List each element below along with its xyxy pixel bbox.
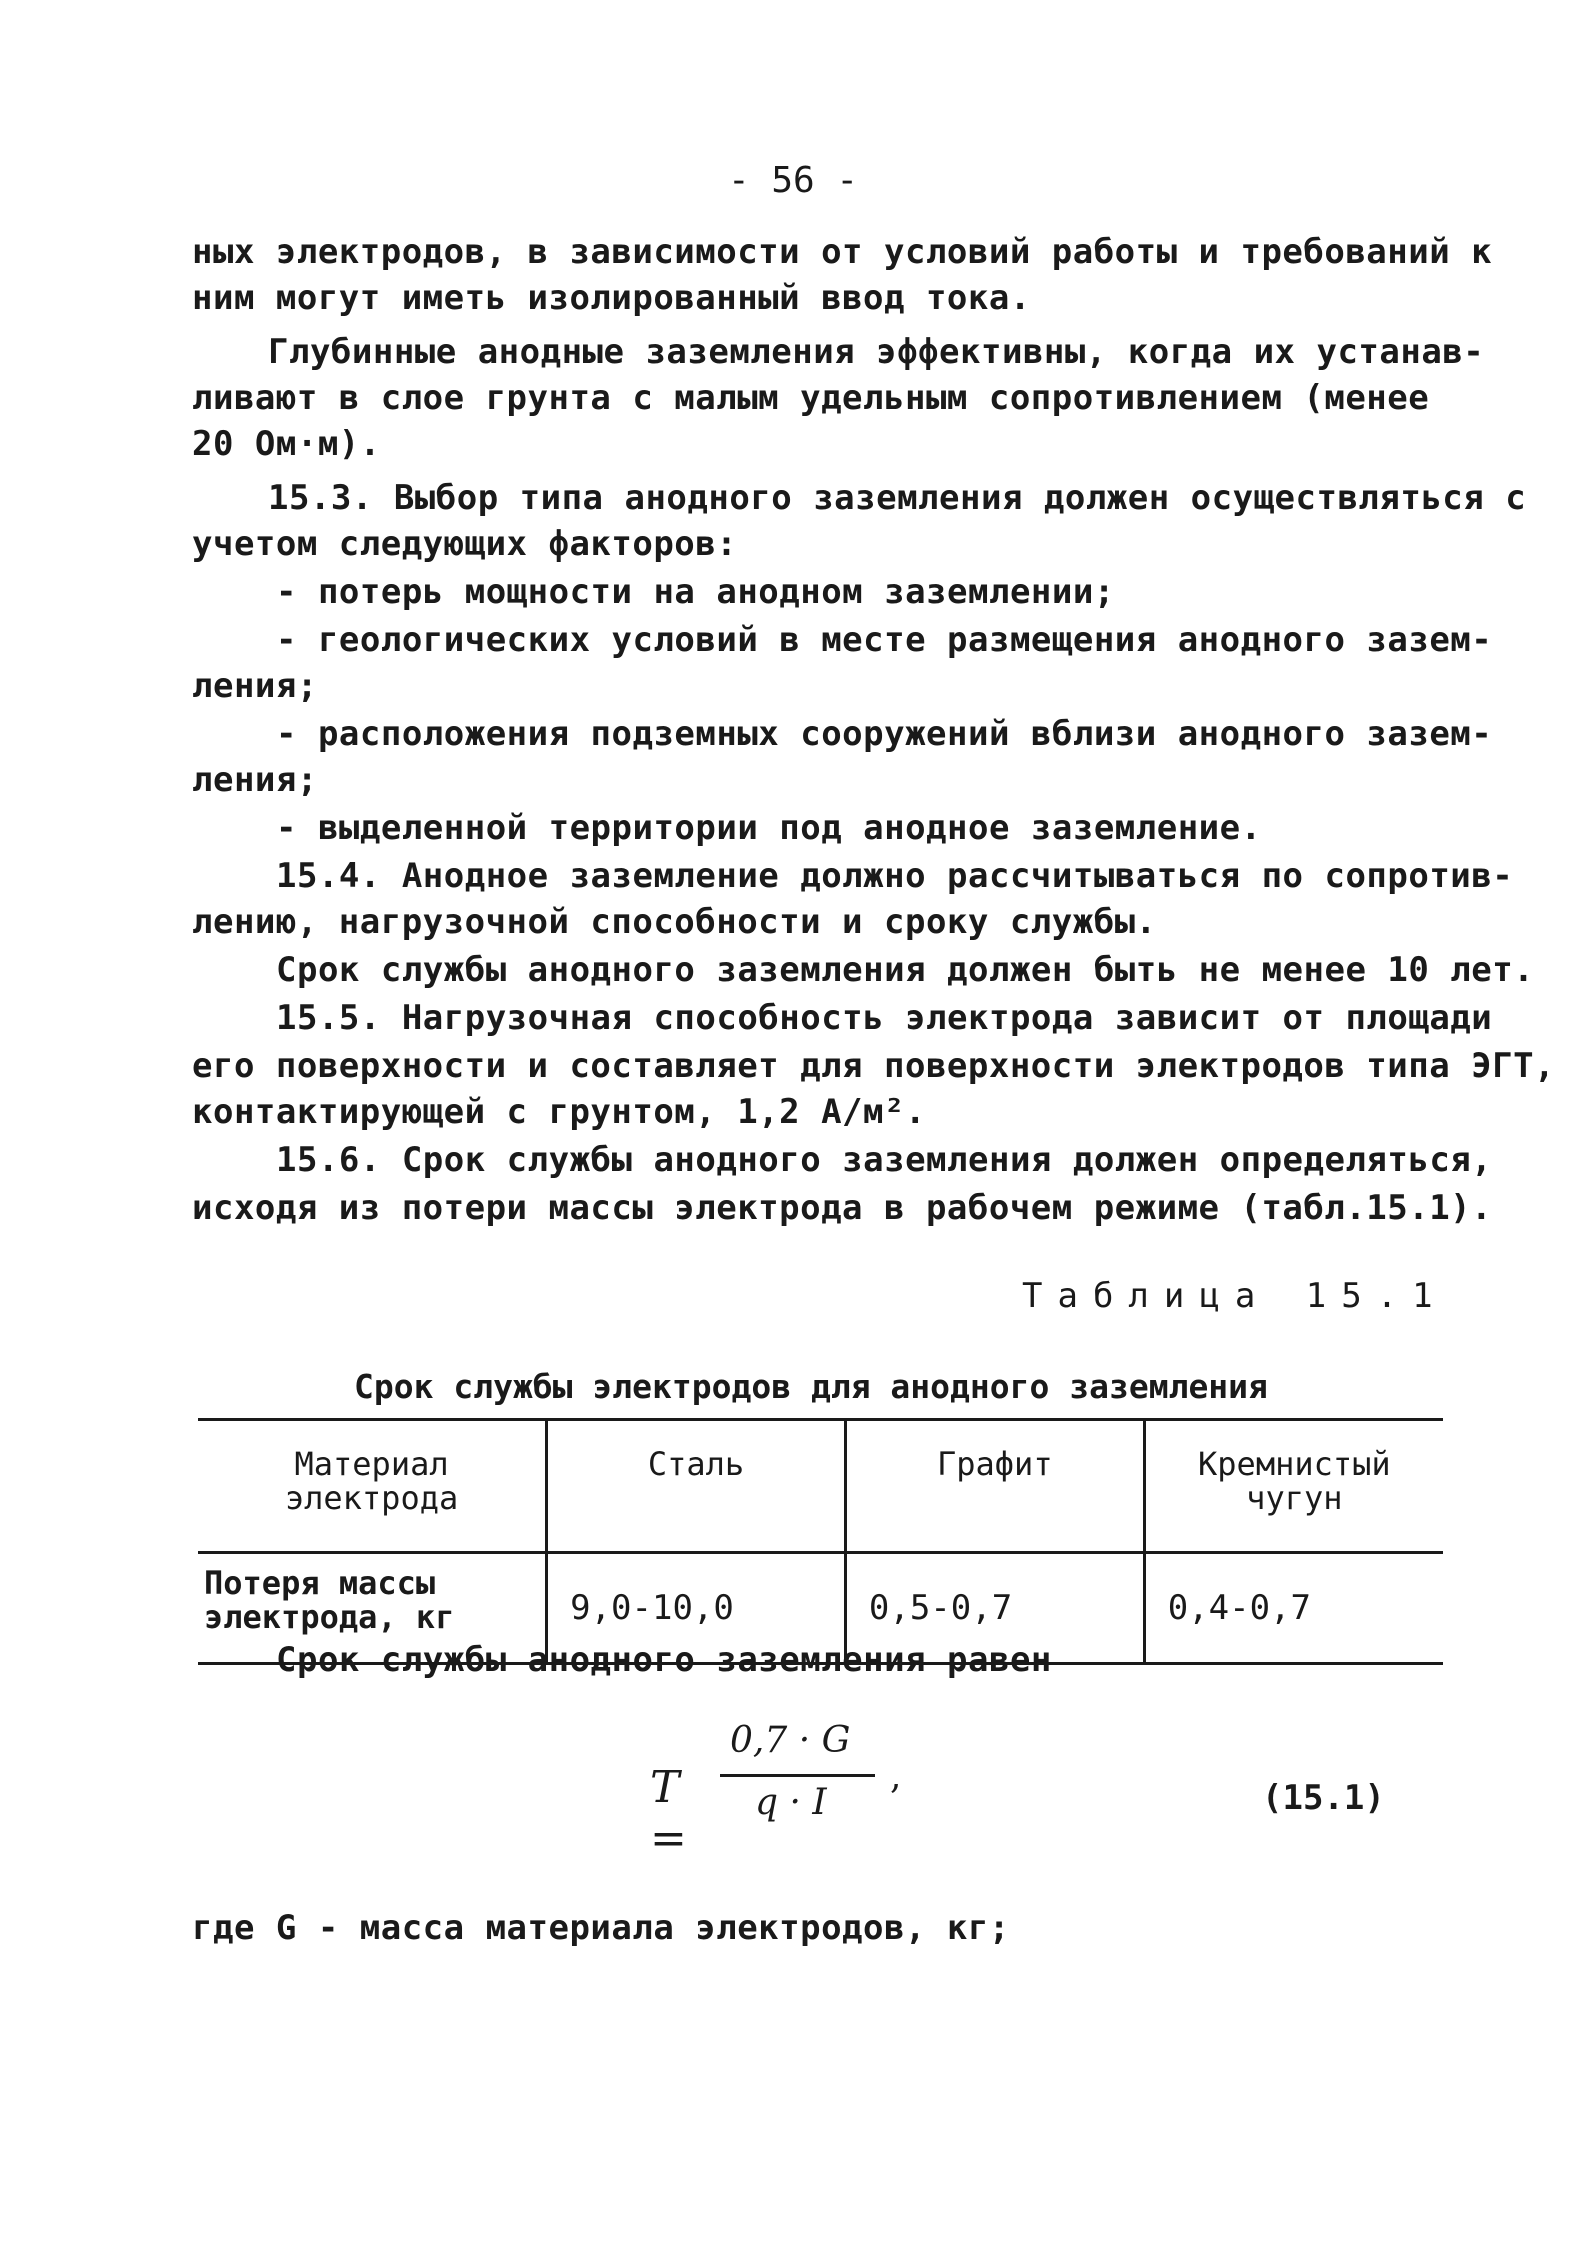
paragraph-line: ним могут иметь изолированный ввод тока. <box>192 278 1031 318</box>
equation-number: (15.1) <box>1262 1778 1385 1818</box>
paragraph-line: ливают в слое грунта с малым удельным сопротивлением (менее <box>192 378 1430 418</box>
paragraph-line: 20 Ом·м). <box>192 424 381 464</box>
formula-lhs: T = <box>650 1762 687 1864</box>
table-label: Таблица 15.1 <box>1022 1276 1448 1316</box>
table-cell-steel: 9,0-10,0 <box>547 1553 846 1664</box>
formula-intro: Срок службы анодного заземления равен <box>276 1640 1052 1680</box>
list-item: - потерь мощности на анодном заземлении; <box>276 572 1115 612</box>
paragraph-line: его поверхности и составляет для поверхности электродов типа ЭГТ, <box>192 1046 1556 1086</box>
paragraph-line: Срок службы анодного заземления должен быть не менее 10 лет. <box>276 950 1535 990</box>
paragraph-line: лению, нагрузочной способности и сроку службы. <box>192 902 1157 942</box>
fraction-bar <box>720 1774 875 1777</box>
table-header-graphite: Графит <box>845 1420 1144 1553</box>
list-item: - геологических условий в месте размещения анодного зазем- <box>276 620 1493 660</box>
list-item-continuation: ления; <box>192 666 318 706</box>
paragraph-line: учетом следующих факторов: <box>192 524 738 564</box>
list-item: - выделенной территории под анодное заземление. <box>276 808 1262 848</box>
list-item-continuation: ления; <box>192 760 318 800</box>
list-item: - расположения подземных сооружений вблизи анодного зазем- <box>276 714 1493 754</box>
paragraph-line: контактирующей с грунтом, 1,2 А/м². <box>192 1092 926 1132</box>
table-header-silicon-iron: Кремнистый чугун <box>1144 1420 1443 1553</box>
table-caption: Срок службы электродов для анодного заземления <box>354 1367 1268 1406</box>
paragraph-line: 15.6. Срок службы анодного заземления должен определяться, <box>276 1140 1493 1180</box>
formula-comma: , <box>890 1756 902 1797</box>
page-number: - 56 - <box>728 160 859 201</box>
table-row-label: Потеря массы электрода, кг <box>198 1553 547 1664</box>
table-cell-silicon-iron: 0,4-0,7 <box>1144 1553 1443 1664</box>
table-header-steel: Сталь <box>547 1420 846 1553</box>
paragraph-line: 15.4. Анодное заземление должно рассчитываться по сопротив- <box>276 856 1514 896</box>
paragraph-line: исходя из потери массы электрода в рабочем режиме (табл.15.1). <box>192 1188 1493 1228</box>
formula-numerator: 0,7 · G <box>730 1720 851 1761</box>
paragraph-line: ных электродов, в зависимости от условий работы и требований к <box>192 232 1493 272</box>
table-header-material: Материал электрода <box>198 1420 547 1553</box>
electrode-life-table <box>198 1418 1443 1665</box>
paragraph-line: 15.5. Нагрузочная способность электрода зависит от площади <box>276 998 1493 1038</box>
formula-denominator: q · I <box>755 1782 827 1823</box>
table-header-row <box>198 1420 1443 1553</box>
formula-legend: где G - масса материала электродов, кг; <box>192 1908 1010 1948</box>
paragraph-line: Глубинные анодные заземления эффективны, когда их устанав- <box>268 332 1485 372</box>
table-cell-graphite: 0,5-0,7 <box>845 1553 1144 1664</box>
paragraph-line: 15.3. Выбор типа анодного заземления должен осуществляться с <box>268 478 1527 518</box>
